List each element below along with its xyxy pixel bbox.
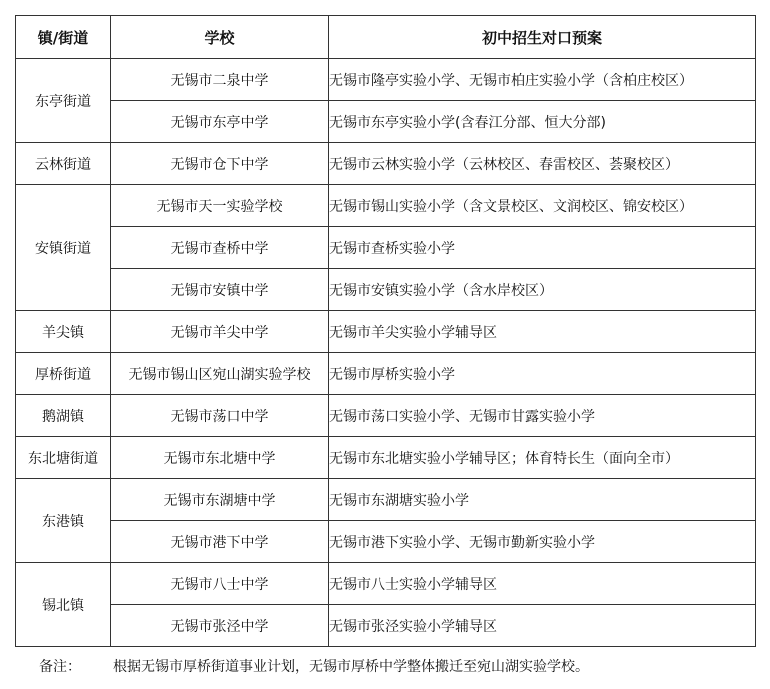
plan-cell: 无锡市厚桥实验小学: [329, 353, 756, 395]
admission-table: [15, 15, 756, 647]
footnote-text: 根据无锡市厚桥街道事业计划，无锡市厚桥中学整体搬迁至宛山湖实验学校。: [113, 659, 589, 675]
header-plan: 初中招生对口预案: [329, 16, 756, 59]
plan-cell: 无锡市荡口实验小学、无锡市甘露实验小学: [329, 395, 756, 437]
school-cell: 无锡市张泾中学: [111, 605, 329, 647]
town-cell: 东北塘街道: [16, 437, 111, 479]
school-cell: 无锡市东北塘中学: [111, 437, 329, 479]
plan-cell: 无锡市云林实验小学（云林校区、春雷校区、荟聚校区）: [329, 143, 756, 185]
table-row: [16, 143, 756, 185]
table-row: [16, 353, 756, 395]
plan-cell: 无锡市东湖塘实验小学: [329, 479, 756, 521]
school-cell: 无锡市东湖塘中学: [111, 479, 329, 521]
town-cell: 云林街道: [16, 143, 111, 185]
town-cell: 东港镇: [16, 479, 111, 563]
town-cell: 羊尖镇: [16, 311, 111, 353]
school-cell: 无锡市天一实验学校: [111, 185, 329, 227]
school-cell: 无锡市仓下中学: [111, 143, 329, 185]
town-cell: 安镇街道: [16, 185, 111, 311]
header-school: 学校: [111, 16, 329, 59]
table-row: [16, 437, 756, 479]
school-cell: 无锡市东亭中学: [111, 101, 329, 143]
school-cell: 无锡市安镇中学: [111, 269, 329, 311]
plan-cell: 无锡市查桥实验小学: [329, 227, 756, 269]
footnote: [39, 656, 589, 676]
school-cell: 无锡市锡山区宛山湖实验学校: [111, 353, 329, 395]
plan-cell: 无锡市安镇实验小学（含水岸校区）: [329, 269, 756, 311]
town-cell: 东亭街道: [16, 59, 111, 143]
table-row: [16, 521, 756, 563]
table-row: [16, 101, 756, 143]
header-town: 镇/街道: [16, 16, 111, 59]
table-row: [16, 185, 756, 227]
school-cell: 无锡市荡口中学: [111, 395, 329, 437]
plan-cell: 无锡市东亭实验小学(含春江分部、恒大分部): [329, 101, 756, 143]
school-cell: 无锡市八士中学: [111, 563, 329, 605]
school-cell: 无锡市羊尖中学: [111, 311, 329, 353]
table-row: [16, 59, 756, 101]
footnote-label: 备注：: [39, 659, 81, 675]
table-row: [16, 479, 756, 521]
table-row: [16, 227, 756, 269]
plan-cell: 无锡市羊尖实验小学辅导区: [329, 311, 756, 353]
plan-cell: 无锡市东北塘实验小学辅导区；体育特长生（面向全市）: [329, 437, 756, 479]
plan-cell: 无锡市隆亭实验小学、无锡市柏庄实验小学（含柏庄校区）: [329, 59, 756, 101]
town-cell: 锡北镇: [16, 563, 111, 647]
header-row: [16, 16, 756, 59]
plan-cell: 无锡市锡山实验小学（含文景校区、文润校区、锦安校区）: [329, 185, 756, 227]
school-cell: 无锡市二泉中学: [111, 59, 329, 101]
table-row: [16, 605, 756, 647]
table-row: [16, 269, 756, 311]
table-row: [16, 563, 756, 605]
plan-cell: 无锡市张泾实验小学辅导区: [329, 605, 756, 647]
table-row: [16, 311, 756, 353]
table-body: [16, 59, 756, 647]
school-cell: 无锡市查桥中学: [111, 227, 329, 269]
town-cell: 厚桥街道: [16, 353, 111, 395]
plan-cell: 无锡市八士实验小学辅导区: [329, 563, 756, 605]
table-row: [16, 395, 756, 437]
school-cell: 无锡市港下中学: [111, 521, 329, 563]
plan-cell: 无锡市港下实验小学、无锡市勤新实验小学: [329, 521, 756, 563]
town-cell: 鹅湖镇: [16, 395, 111, 437]
